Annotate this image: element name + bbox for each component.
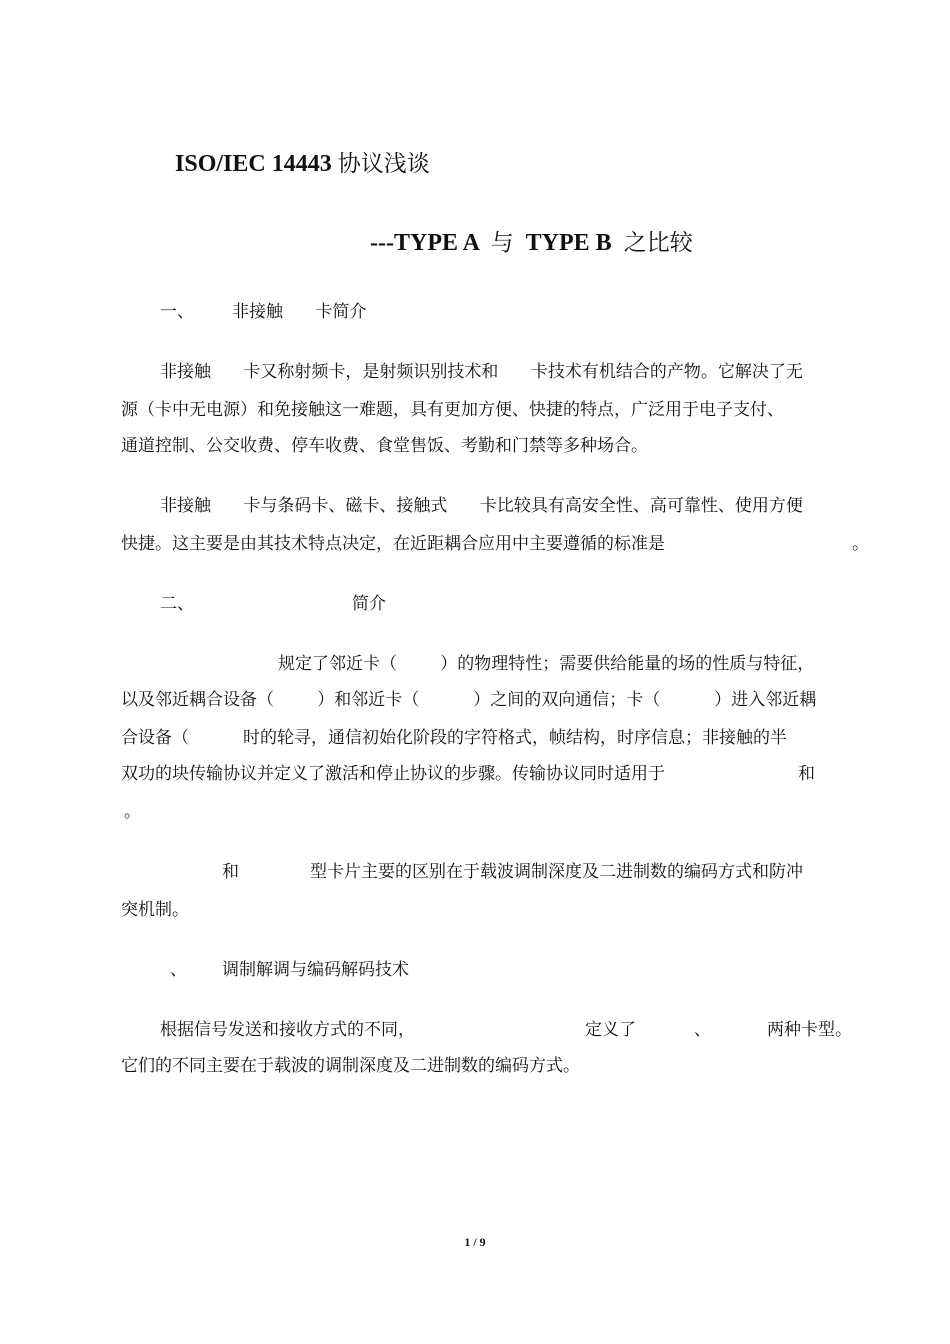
subtitle-cn1: 与 [490,230,514,256]
title-latin: ISO/IEC 14443 [175,151,338,177]
section-2-heading: 简介 [352,594,386,614]
paragraph-3-period: 。 [124,802,141,822]
paragraph-5-line-1-b: 定义了 [585,1020,636,1040]
section-3-heading: 调制解调与编码解码技术 [222,960,409,980]
document-title [175,145,430,178]
paragraph-1-line-3: 通道控制、公交收费、停车收费、食堂售饭、考勤和门禁等多种场合。 [121,436,648,456]
paragraph-2-line-2: 快捷。这主要是由其技术特点决定，在近距耦合应用中主要遵循的标准是 [121,534,665,554]
paragraph-4-and: 和 [222,862,239,882]
subtitle-cn2: 之比较 [623,230,693,256]
paragraph-3-line-2: 以及邻近耦合设备（ ）和邻近卡（ ）之间的双向通信；卡（ ）进入邻近耦 [121,690,817,710]
paragraph-5-line-1-d: 两种卡型。 [767,1020,852,1040]
section-2-number: 二、 [160,594,194,614]
document-subtitle [370,224,693,257]
paragraph-5-line-1-a: 根据信号发送和接收方式的不同， [160,1020,415,1040]
page-number: 1 / 9 [464,1235,486,1249]
paragraph-2-line-1: 非接触 卡与条码卡、磁卡、接触式 卡比较具有高安全性、高可靠性、使用方便 [160,496,803,516]
title-chinese: 协议浅谈 [337,151,430,177]
subtitle-part2: TYPE B [513,230,624,256]
subtitle-part1: ---TYPE A [370,230,491,256]
paragraph-5-line-1-c: 、 [694,1020,711,1040]
paragraph-1-line-2: 源（卡中无电源）和免接触这一难题，具有更加方便、快捷的特点，广泛用于电子支付、 [121,400,784,420]
paragraph-3-and: 和 [798,764,815,784]
paragraph-3-line-1: 规定了邻近卡（ ）的物理特性；需要供给能量的场的性质与特征， [278,654,815,674]
paragraph-1-line-1: 非接触 卡又称射频卡，是射频识别技术和 卡技术有机结合的产物。它解决了无 [160,362,803,382]
paragraph-3-line-3: 合设备（ 时的轮寻，通信初始化阶段的字符格式，帧结构，时序信息；非接触的半 [121,728,788,748]
paragraph-4-line-1: 型卡片主要的区别在于载波调制深度及二进制数的编码方式和防冲 [310,862,803,882]
paragraph-4-line-2: 突机制。 [121,900,189,920]
section-1-number: 一、 [160,302,194,322]
paragraph-2-period: 。 [852,534,869,554]
paragraph-3-line-4: 双功的块传输协议并定义了激活和停止协议的步骤。传输协议同时适用于 [121,764,665,784]
paragraph-5-line-2: 它们的不同主要在于载波的调制深度及二进制数的编码方式。 [121,1056,580,1076]
section-3-number: 、 [170,960,187,980]
section-1-heading: 非接触 卡简介 [232,302,367,322]
